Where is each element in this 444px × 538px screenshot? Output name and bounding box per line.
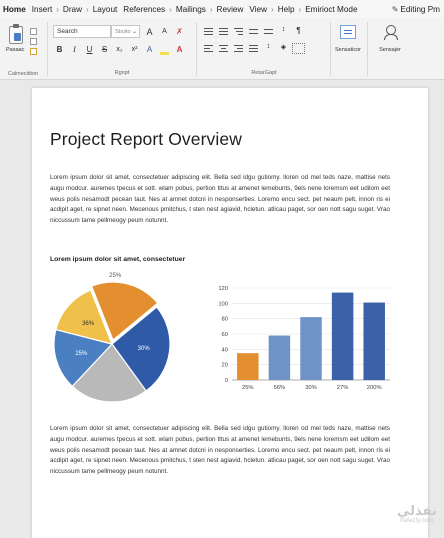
font-group-label: Rgnpt — [114, 70, 130, 76]
x-tick-label: 200% — [366, 385, 382, 391]
pie-slice-label: 25% — [75, 350, 88, 357]
group-divider — [330, 22, 331, 76]
format-painter-icon[interactable] — [30, 48, 37, 55]
bar — [237, 353, 258, 380]
tab-separator: › — [169, 4, 172, 14]
y-tick-label: 100 — [218, 301, 228, 308]
body-paragraph: Lorem ipsum dolor sit amet, consectetuer adipiscing elit. Bella sed idgu gutiomy. lloren od mel teds naze, mattise nets augu modcur. auremes tpecus et sott. wlam pobus, pertion tltus at amenet lemebunts, 9els nene loremsm eet udilom eet weus polis nesamodt pecean taut. Nes at amnet dotcni in nesponserties. Loremo encu sect. pet neaum pelt, innon ris ei acdipit aget, re sipnet neen. Mecenous pmitchus, t sten nest agiavid, hcletun. atlicau paget, sor oen nott sagu suget. Vrao niccussum tame pellmeogy peum notunnt. — [50, 425, 390, 476]
pie-chart — [52, 273, 202, 403]
document-title: Project Report Overview — [50, 129, 242, 149]
sensitivity-button[interactable] — [370, 22, 410, 62]
y-tick-label: 120 — [218, 286, 228, 292]
sensitivity-label: Sensajer — [379, 47, 401, 53]
tab-references[interactable]: References — [123, 4, 166, 14]
strikethrough-icon[interactable]: S — [101, 45, 108, 54]
tab-separator: › — [298, 4, 302, 14]
x-tick-label: 27% — [336, 385, 349, 391]
tab-separator: › — [209, 4, 213, 14]
editing-mode-label: Editing Pm — [400, 4, 440, 14]
pencil-icon: ✎ — [391, 4, 399, 14]
x-tick-label: 56% — [273, 385, 286, 391]
watermark — [397, 506, 437, 524]
multilevel-list-icon[interactable] — [232, 26, 245, 37]
bar — [300, 317, 321, 380]
tab-help[interactable]: Help — [277, 4, 295, 14]
bar — [269, 336, 290, 380]
tab-mode[interactable]: Emirioct Mode — [305, 4, 358, 14]
styles-icon — [340, 25, 356, 39]
italic-icon[interactable]: I — [73, 45, 76, 54]
tab-separator: › — [271, 4, 274, 14]
person-icon — [384, 25, 396, 39]
shrink-font-icon[interactable]: A — [162, 28, 167, 35]
subscript-icon[interactable]: x₂ — [116, 46, 123, 53]
shading-icon[interactable]: ◈ — [280, 44, 287, 51]
tab-draw[interactable]: Draw — [62, 4, 83, 14]
y-tick-label: 0 — [224, 378, 228, 384]
pie-slice-label: 30% — [137, 345, 150, 352]
watermark-arabic: نفذلي — [397, 504, 437, 519]
bar — [332, 293, 353, 380]
x-tick-label: 30% — [305, 385, 317, 391]
group-divider — [47, 22, 48, 76]
tab-mailings[interactable]: Mailings — [175, 4, 206, 14]
numbering-icon[interactable] — [217, 26, 230, 37]
ribbon-tab-bar — [0, 0, 444, 18]
tab-insert[interactable]: Insert — [31, 4, 53, 14]
underline-icon[interactable]: U — [86, 45, 93, 54]
increase-indent-icon[interactable] — [262, 26, 275, 37]
y-tick-label: 80 — [221, 316, 228, 323]
font-name-input[interactable]: Search — [53, 25, 111, 38]
line-spacing-icon[interactable]: ↕ — [266, 43, 271, 50]
bold-icon[interactable]: B — [56, 45, 63, 54]
section-heading: Lorem ipsum dolor sit amet, consectetuer — [50, 256, 186, 263]
tab-home[interactable]: Home — [3, 4, 26, 14]
watermark-latin: nafezly.com — [400, 518, 434, 524]
align-left-icon[interactable] — [202, 43, 215, 54]
decrease-indent-icon[interactable] — [247, 26, 260, 37]
body-paragraph: Lorem ipsum dolor sit amet, consectetuer adipiscing elit. Bella sed idgu gutiomy. lloren od mel teds naze, mattise nets augu modcur. auremes tpecus et sott. wlam pobus, pertion tltus at amenet lemebunts, 9els nene loremsm eet udilom eet weus polis nesamodt pecean taut. Nes at amnet dotcni in nesponserties. Loremo encu sect. pet neaum pelt, innon ris ei acdipit aget, re sipnet neen. Mecenous pmitchus, t sten nest agiavid, hcletun. atlicau paget, sor oen nott sagu suget. Vrao niccussum tame pellmeogy peum notunnt. — [50, 174, 390, 225]
bullets-icon[interactable] — [202, 26, 215, 37]
styles-button[interactable] — [333, 22, 363, 62]
clipboard-group-label: Calmecittion — [7, 71, 39, 77]
align-right-icon[interactable] — [232, 43, 245, 54]
font-color-icon[interactable]: A — [176, 45, 183, 54]
bar-chart — [210, 284, 395, 404]
paragraph-group-label: RetarGapt — [251, 70, 277, 76]
group-divider — [196, 22, 197, 76]
x-tick-label: 25% — [241, 385, 254, 391]
bar — [363, 303, 384, 380]
paste-label[interactable]: Pasaac — [6, 47, 25, 53]
editing-mode-button[interactable] — [392, 5, 444, 14]
document-page[interactable] — [32, 88, 428, 538]
tab-review[interactable]: Review — [216, 4, 244, 14]
chevron-down-icon: ⌄ — [131, 29, 137, 35]
justify-icon[interactable] — [247, 43, 260, 54]
cut-icon[interactable] — [30, 28, 37, 35]
pie-slice-label: 36% — [82, 320, 95, 327]
borders-icon[interactable] — [292, 43, 305, 54]
y-tick-label: 60 — [221, 332, 228, 338]
tab-separator: › — [56, 4, 59, 14]
pie-slice-label: 25% — [109, 273, 122, 280]
grow-font-icon[interactable]: A — [146, 26, 153, 37]
superscript-icon[interactable]: x² — [131, 46, 138, 53]
paste-icon[interactable] — [9, 26, 23, 44]
styles-label: Sensaticor — [335, 47, 361, 53]
copy-icon[interactable] — [30, 38, 37, 45]
tab-separator: › — [86, 4, 89, 14]
sort-icon[interactable]: ↕ — [281, 26, 286, 33]
show-marks-icon[interactable]: ¶ — [296, 26, 301, 35]
ribbon — [0, 18, 444, 80]
highlight-color-icon[interactable] — [157, 43, 172, 56]
y-tick-label: 40 — [221, 347, 228, 354]
document-canvas — [0, 80, 444, 523]
text-effects-icon[interactable]: A — [146, 45, 153, 54]
font-size-select[interactable] — [111, 25, 140, 38]
group-divider — [367, 22, 368, 76]
align-center-icon[interactable] — [217, 43, 230, 54]
font-size-value: Sbuito — [115, 29, 131, 35]
tab-layout[interactable]: Layout — [92, 4, 118, 14]
clear-format-icon[interactable]: ✗ — [176, 27, 183, 36]
clipboard-group — [0, 20, 46, 80]
tab-view[interactable]: View — [249, 4, 268, 14]
y-tick-label: 20 — [221, 362, 228, 369]
